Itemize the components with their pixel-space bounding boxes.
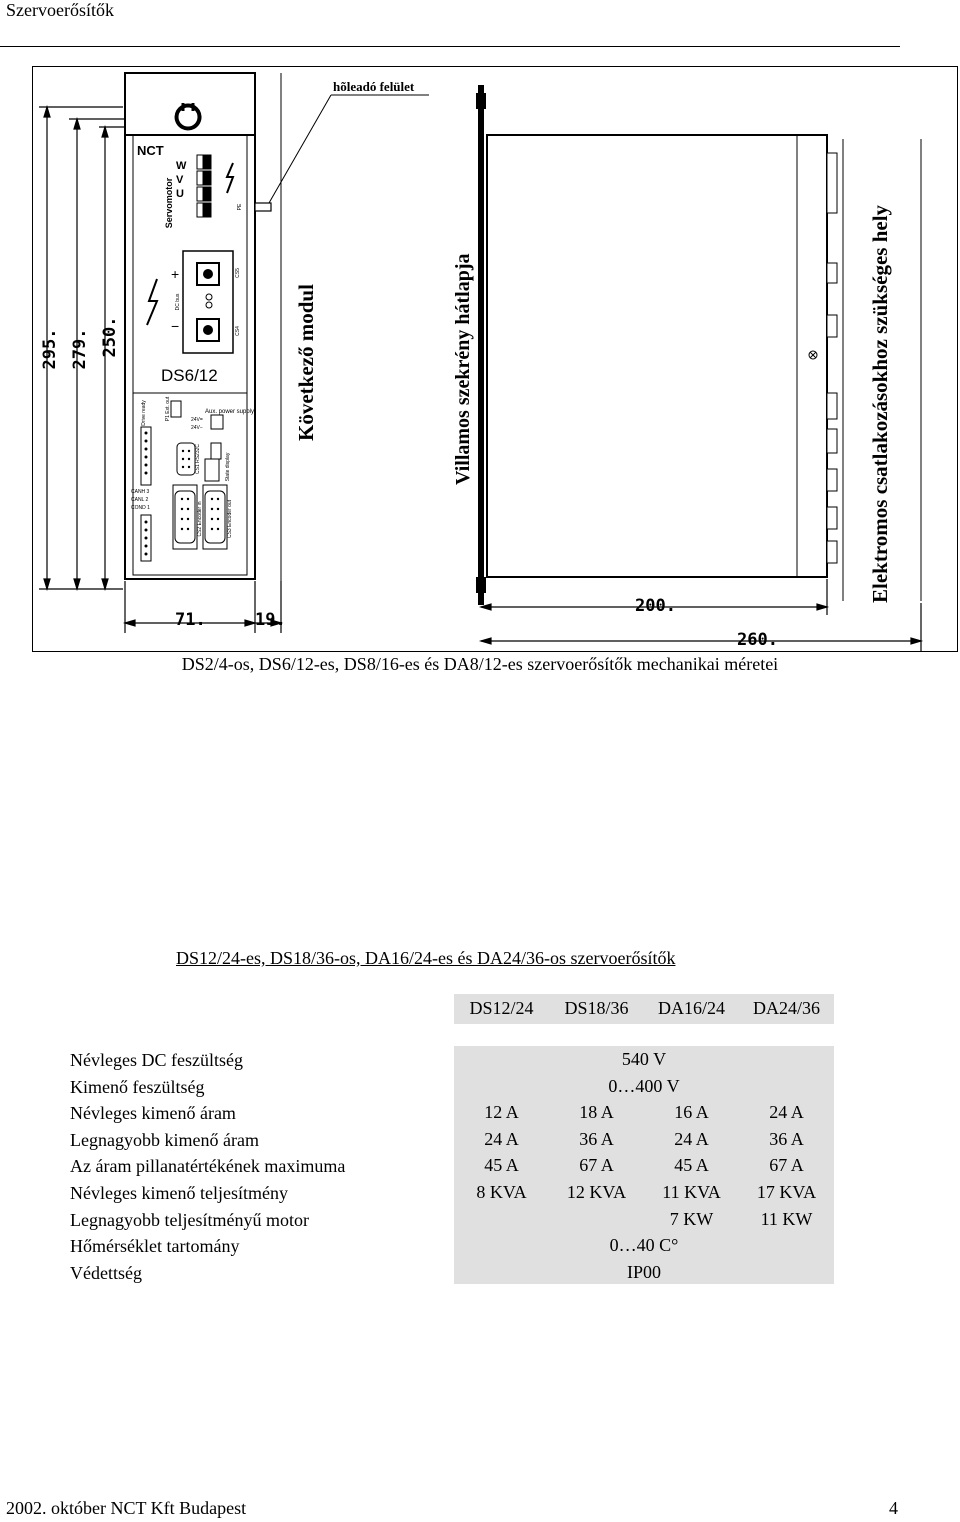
state-display-label: State display: [225, 452, 231, 482]
servomotor-label: Servomotor: [164, 177, 174, 229]
table-cell: 7 KW: [669, 1208, 714, 1229]
table-row: [454, 1099, 834, 1126]
table-cell: 0…400 V: [608, 1075, 680, 1096]
table-cell: 45 A: [674, 1155, 709, 1176]
cabinet-back-label: Villamos szekrény hátlapja: [452, 253, 474, 485]
mechanical-dimensions-figure: [32, 66, 958, 652]
can-h-label: CANH 3: [131, 489, 150, 495]
table-cell: 18 A: [579, 1102, 614, 1123]
model-label: DS6/12: [161, 366, 218, 385]
column-header: DA24/36: [753, 998, 820, 1018]
row-label: Hőmérséklet tartomány: [70, 1236, 240, 1257]
can-l-label: CANL 2: [131, 497, 149, 503]
table-row: [454, 1179, 834, 1206]
table-row: [454, 1232, 834, 1259]
row-label: Kimenő feszültség: [70, 1076, 205, 1097]
side-stud: [255, 203, 271, 211]
table-row: [454, 1152, 834, 1179]
table-cell: 11 KW: [760, 1208, 813, 1229]
table-row: [454, 1073, 834, 1100]
row-label: Védettség: [70, 1262, 142, 1283]
figure-caption: DS2/4-os, DS6/12-es, DS8/16-es és DA8/12-es szervoerősítők mechanikai méretei: [181, 654, 779, 674]
phase-u: U: [176, 188, 184, 200]
spec-row-labels: [70, 1047, 345, 1286]
side-body: [487, 135, 837, 577]
column-header: DS18/36: [564, 998, 629, 1018]
table-cell: IP00: [626, 1261, 661, 1282]
specs-column-headers: [454, 994, 834, 1024]
table-cell: 0…40 C°: [609, 1235, 679, 1256]
dim-295: 295.: [40, 328, 60, 370]
table-cell: 36 A: [769, 1128, 804, 1149]
phase-v: V: [176, 174, 184, 186]
table-cell: 67 A: [579, 1155, 614, 1176]
table-cell: 24 A: [484, 1128, 519, 1149]
table-cell: 17 KVA: [756, 1181, 817, 1202]
page-header-title: Szervoerősítők: [6, 0, 114, 20]
dim-279: 279.: [70, 328, 90, 370]
table-cell: 16 A: [674, 1102, 709, 1123]
cs5-label: CS5: [235, 268, 241, 278]
table-cell: 67 A: [769, 1155, 804, 1176]
minus-label: −: [171, 318, 180, 334]
encoder-in-label: CS2 Encoder in: [197, 501, 203, 537]
dcbus-label: DC bus: [175, 293, 181, 311]
cabinet-back-wall: [476, 85, 486, 605]
table-cell: 45 A: [484, 1155, 519, 1176]
footer-text: 2002. október NCT Kft Budapest: [6, 1498, 247, 1518]
column-header: DA16/24: [658, 998, 725, 1018]
table-cell: [454, 1206, 549, 1233]
can-gnd-label: COND 1: [131, 505, 150, 511]
next-module-label: Következő modul: [294, 284, 318, 441]
table-cell: 11 KVA: [662, 1181, 721, 1202]
aux-label: Aux. power supply: [205, 409, 255, 415]
row-label: Névleges kimenő teljesítmény: [70, 1182, 288, 1203]
encoder-out-label: CS3 Encoder out: [227, 499, 233, 539]
row-label: Legnagyobb teljesítményű motor: [70, 1209, 309, 1230]
brand-label: NCT: [137, 143, 164, 158]
dim-200: 200.: [635, 596, 676, 616]
dim-250: 250.: [100, 316, 120, 358]
table-cell: 24 A: [769, 1102, 804, 1123]
table-cell: 24 A: [674, 1128, 709, 1149]
table-row: [454, 1259, 834, 1286]
table-cell: 540 V: [621, 1049, 667, 1069]
header-rule: [0, 46, 900, 47]
rs232-label: CS1 RS232C: [195, 443, 201, 475]
column-header: DS12/24: [469, 998, 534, 1018]
table-row: [454, 1046, 834, 1073]
pe-label: PE: [237, 203, 243, 211]
row-label: Legnagyobb kimenő áram: [70, 1129, 259, 1150]
phase-w: W: [176, 160, 187, 172]
connectors-space-label: Elektromos csatlakozásokhoz szükséges hely: [868, 204, 892, 603]
table-row: [454, 1126, 834, 1153]
table-cell: [549, 1206, 644, 1233]
dim-71: 71.: [175, 610, 206, 630]
table-cell: 8 KVA: [476, 1181, 527, 1202]
table-row: [454, 1206, 834, 1233]
depth-dimensions: [481, 579, 921, 651]
heat-surface-callout: hõleadó felület: [333, 79, 415, 94]
row-label: Az áram pillanatértékének maximuma: [70, 1156, 346, 1177]
aux-24a: 24V=: [191, 417, 203, 423]
page-number: 4: [889, 1498, 898, 1518]
cs4-label: CS4: [235, 326, 241, 336]
row-label: Névleges DC feszültség: [70, 1050, 243, 1070]
spec-values: [454, 1046, 834, 1284]
aux-24b: 24V−: [191, 425, 203, 431]
table-cell: 12 KVA: [566, 1181, 627, 1202]
ext-out-label: P1 Ext. out: [165, 396, 171, 422]
dim-260: 260.: [737, 630, 778, 650]
section-title: DS12/24-es, DS18/36-os, DA16/24-es és DA24/36-os szervoerősítők: [176, 948, 676, 968]
table-cell: 36 A: [579, 1128, 614, 1149]
drive-ready-label: Drive ready: [141, 400, 147, 426]
row-label: Névleges kimenő áram: [70, 1103, 236, 1124]
plus-label: +: [171, 266, 180, 282]
table-cell: 12 A: [484, 1102, 519, 1123]
dim-19: 19.: [255, 610, 286, 630]
